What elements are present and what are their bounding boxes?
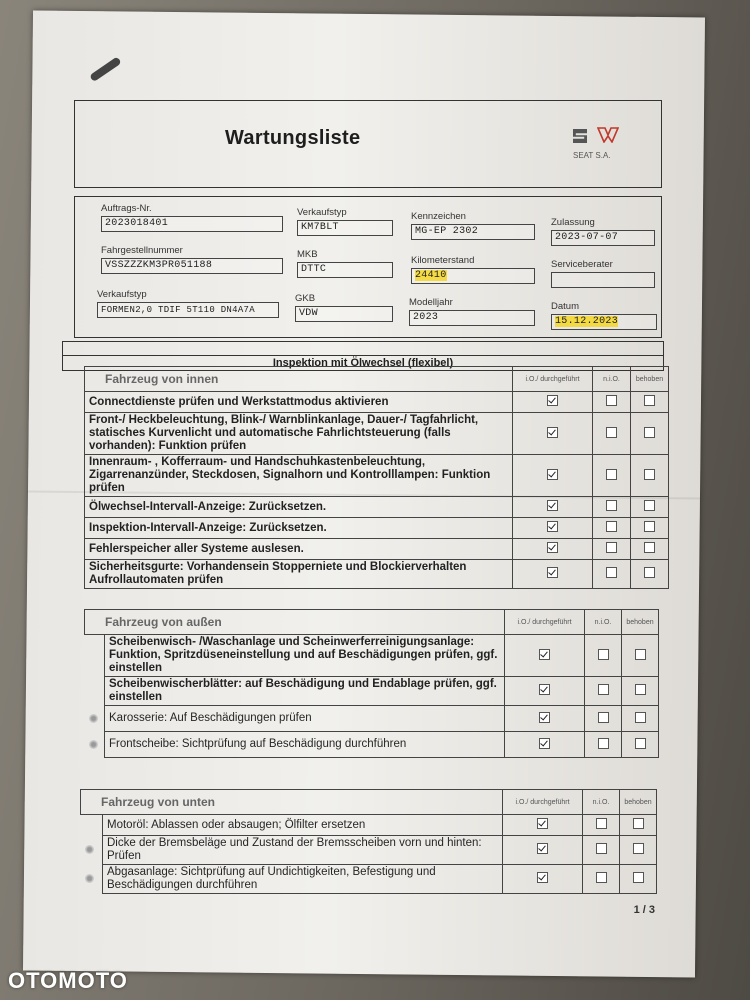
- task-text: Motoröl: Ablassen oder absaugen; Ölfilter ersetzen: [103, 815, 503, 836]
- bullet-icon: [89, 740, 98, 749]
- bullet-icon: [89, 714, 98, 723]
- task-text: Inspektion-Intervall-Anzeige: Zurücksetzen.: [85, 518, 513, 539]
- checkbox-ok[interactable]: [537, 872, 548, 883]
- checkbox-nio[interactable]: [598, 684, 609, 695]
- task-text: Frontscheibe: Sichtprüfung auf Beschädigung durchführen: [105, 732, 505, 758]
- field-mkb: [297, 249, 393, 278]
- checkbox-nio[interactable]: [598, 738, 609, 749]
- section-name: Fahrzeug von unten: [81, 790, 503, 815]
- checkbox-nio[interactable]: [606, 542, 617, 553]
- checkbox-ok[interactable]: [547, 500, 558, 511]
- checkbox-ok[interactable]: [537, 818, 548, 829]
- checkbox-fixed[interactable]: [633, 818, 644, 829]
- checkbox-ok[interactable]: [537, 843, 548, 854]
- checkbox-ok[interactable]: [547, 469, 558, 480]
- label: Datum: [551, 301, 579, 312]
- field-auftrags-nr: [101, 203, 283, 232]
- col-nio-header: n.i.O.: [585, 610, 622, 635]
- checkbox-nio[interactable]: [606, 469, 617, 480]
- section-name: Fahrzeug von innen: [85, 367, 513, 392]
- checkbox-ok[interactable]: [539, 649, 550, 660]
- section-header: [85, 367, 669, 392]
- col-nio-header: n.i.O.: [583, 790, 620, 815]
- col-fixed-header: behoben: [631, 367, 669, 392]
- checkbox-ok[interactable]: [547, 542, 558, 553]
- label: Zulassung: [551, 217, 595, 228]
- task-text: Scheibenwischerblätter: auf Beschädigung und Endablage prüfen, ggf. einstellen: [105, 677, 505, 706]
- task-text: Sicherheitsgurte: Vorhandensein Stopperniete und Blockierverhalten Aufrollautomaten prüfen: [85, 560, 513, 589]
- field-verkaufstyp-2: [97, 289, 279, 318]
- checkbox-nio[interactable]: [606, 567, 617, 578]
- field-fahrgestellnummer: [101, 245, 283, 274]
- task-text: Innenraum- , Kofferraum- und Handschuhkastenbeleuchtung, Zigarrenanzünder, Steckdosen, Signalhorn und Kontrolllampen: Funktion prüfen: [85, 455, 513, 497]
- section-name: Fahrzeug von außen: [85, 610, 505, 635]
- task-row: [81, 865, 657, 894]
- task-row: [85, 518, 669, 539]
- label: Verkaufstyp: [297, 207, 347, 218]
- checkbox-fixed[interactable]: [644, 542, 655, 553]
- checkbox-fixed[interactable]: [635, 684, 646, 695]
- checkbox-nio[interactable]: [598, 712, 609, 723]
- value: KM7BLT: [297, 220, 393, 236]
- brand-text: SEAT S.A.: [573, 151, 611, 160]
- checkbox-ok[interactable]: [539, 712, 550, 723]
- value: VDW: [295, 306, 393, 322]
- field-kennzeichen: [411, 211, 535, 240]
- checkbox-fixed[interactable]: [633, 843, 644, 854]
- task-row: [85, 635, 659, 677]
- checkbox-ok[interactable]: [539, 684, 550, 695]
- section-unten-table: [80, 789, 657, 894]
- highlighted-value: 15.12.2023: [555, 316, 619, 327]
- field-zulassung: [551, 217, 655, 246]
- checkbox-nio[interactable]: [606, 500, 617, 511]
- checkbox-fixed[interactable]: [633, 872, 644, 883]
- task-row: [85, 560, 669, 589]
- value: [411, 268, 535, 284]
- col-ok-header: i.O./ durchgeführt: [513, 367, 593, 392]
- task-row: [85, 677, 659, 706]
- label: Fahrgestellnummer: [101, 245, 183, 256]
- label: Verkaufstyp: [97, 289, 147, 300]
- checkbox-fixed[interactable]: [635, 649, 646, 660]
- document-title: Wartungsliste: [225, 127, 361, 149]
- value: VSSZZZKM3PR051188: [101, 258, 283, 274]
- task-row: [81, 836, 657, 865]
- task-text: Front-/ Heckbeleuchtung, Blink-/ Warnblinkanlage, Dauer-/ Tagfahrlicht, statisches Kurvenlicht und automatische Fahrlichtsteuerung (falls vorhanden): Funktion prüfen: [85, 413, 513, 455]
- seat-logo-icon: [573, 129, 587, 143]
- checkbox-nio[interactable]: [596, 872, 607, 883]
- col-nio-header: n.i.O.: [593, 367, 631, 392]
- staple-hole: [89, 56, 122, 82]
- field-kilometerstand: [411, 255, 535, 284]
- value: 2023018401: [101, 216, 283, 232]
- task-text: Connectdienste prüfen und Werkstattmodus aktivieren: [85, 392, 513, 413]
- col-ok-header: i.O./ durchgeführt: [503, 790, 583, 815]
- highlighted-value: 24410: [415, 270, 447, 281]
- otomoto-watermark: OTOMOTO: [8, 968, 128, 993]
- checkbox-nio[interactable]: [598, 649, 609, 660]
- value: 2023-07-07: [551, 230, 655, 246]
- checkbox-fixed[interactable]: [635, 712, 646, 723]
- section-innen-table: [84, 366, 669, 589]
- task-text: Karosserie: Auf Beschädigungen prüfen: [105, 706, 505, 732]
- task-row: [85, 539, 669, 560]
- task-text: Abgasanlage: Sichtprüfung auf Undichtigkeiten, Befestigung und Beschädigungen durchführen: [103, 865, 503, 894]
- inspection-title: Inspektion mit Ölwechsel (flexibel): [63, 355, 663, 370]
- section-header: [81, 790, 657, 815]
- section-aussen-table: [84, 609, 659, 758]
- task-row: [85, 392, 669, 413]
- value: DTTC: [297, 262, 393, 278]
- col-fixed-header: behoben: [622, 610, 659, 635]
- checkbox-nio[interactable]: [606, 427, 617, 438]
- task-row: [85, 706, 659, 732]
- task-text: Fehlerspeicher aller Systeme auslesen.: [85, 539, 513, 560]
- checkbox-fixed[interactable]: [644, 567, 655, 578]
- checkbox-ok[interactable]: [547, 521, 558, 532]
- checkbox-ok[interactable]: [547, 567, 558, 578]
- task-text: Scheibenwisch- /Waschanlage und Scheinwerferreinigungsanlage: Funktion, Spritzdüseneinstellung und auf Beschädigungen prüfen, ggf. einstellen: [105, 635, 505, 677]
- checkbox-fixed[interactable]: [644, 395, 655, 406]
- checkbox-nio[interactable]: [596, 843, 607, 854]
- checkbox-fixed[interactable]: [644, 469, 655, 480]
- vehicle-info-box: [74, 196, 662, 338]
- task-row: [85, 455, 669, 497]
- page-number: 1 / 3: [633, 904, 655, 916]
- value: 2023: [409, 310, 535, 326]
- field-modelljahr: [409, 297, 535, 326]
- checkbox-nio[interactable]: [596, 818, 607, 829]
- checkbox-nio[interactable]: [606, 521, 617, 532]
- col-fixed-header: behoben: [620, 790, 657, 815]
- value: [551, 314, 657, 330]
- value: [551, 272, 655, 288]
- label: Modelljahr: [409, 297, 453, 308]
- label: Kilometerstand: [411, 255, 475, 266]
- label: GKB: [295, 293, 316, 304]
- field-serviceberater: [551, 259, 655, 288]
- value: FORMEN2,0 TDIF 5T110 DN4A7A: [97, 302, 279, 318]
- field-gkb: [295, 293, 393, 322]
- checkbox-ok[interactable]: [547, 395, 558, 406]
- checkbox-ok[interactable]: [547, 427, 558, 438]
- task-row: [85, 497, 669, 518]
- field-datum: [551, 301, 657, 330]
- task-row: [81, 815, 657, 836]
- seat-cupra-logo: [573, 123, 633, 163]
- checkbox-fixed[interactable]: [644, 427, 655, 438]
- cupra-logo-icon: [597, 127, 619, 143]
- col-ok-header: i.O./ durchgeführt: [505, 610, 585, 635]
- header-box: [74, 100, 662, 188]
- checkbox-fixed[interactable]: [644, 500, 655, 511]
- task-text: Ölwechsel-Intervall-Anzeige: Zurücksetzen.: [85, 497, 513, 518]
- label: MKB: [297, 249, 318, 260]
- checkbox-nio[interactable]: [606, 395, 617, 406]
- label: Auftrags-Nr.: [101, 203, 152, 214]
- checkbox-fixed[interactable]: [644, 521, 655, 532]
- bullet-icon: [85, 874, 94, 883]
- value: MG-EP 2302: [411, 224, 535, 240]
- label: Serviceberater: [551, 259, 613, 270]
- field-verkaufstyp-1: [297, 207, 393, 236]
- bullet-icon: [85, 845, 94, 854]
- section-header: [85, 610, 659, 635]
- task-text: Dicke der Bremsbeläge und Zustand der Bremsscheiben vorn und hinten: Prüfen: [103, 836, 503, 865]
- task-row: [85, 732, 659, 758]
- checkbox-ok[interactable]: [539, 738, 550, 749]
- task-row: [85, 413, 669, 455]
- checkbox-fixed[interactable]: [635, 738, 646, 749]
- label: Kennzeichen: [411, 211, 466, 222]
